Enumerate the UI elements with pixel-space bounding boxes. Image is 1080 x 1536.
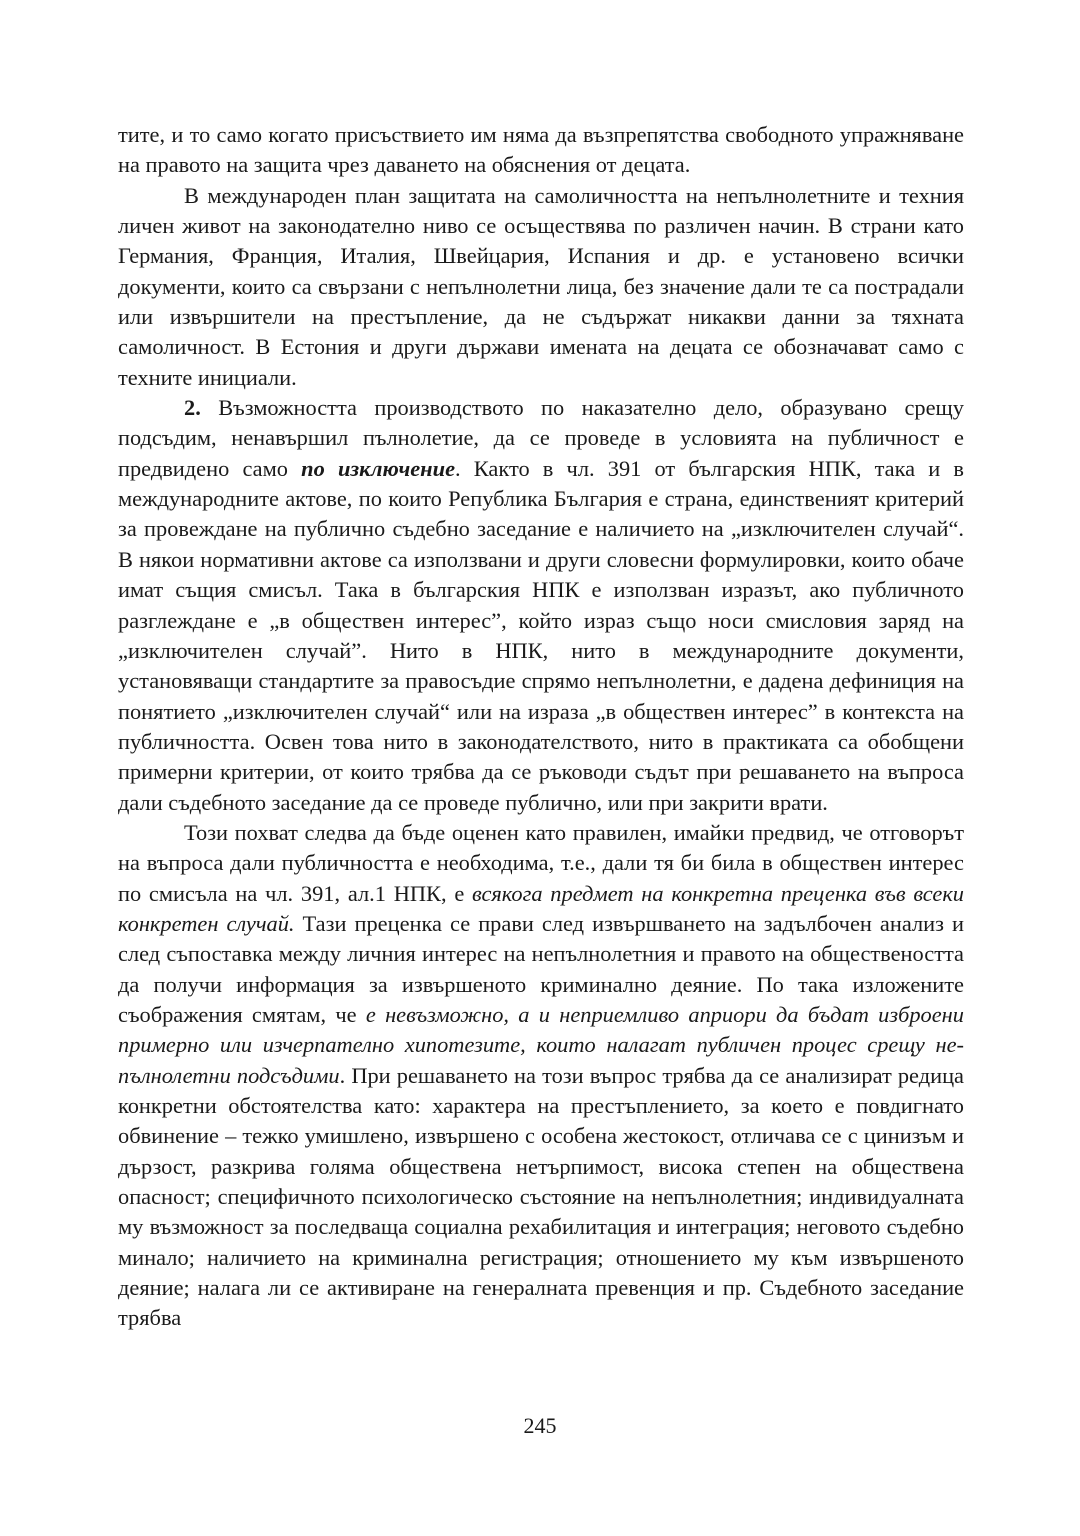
paragraph-2: В международен план защитата на самоличността на непълнолетните и техния личен живот на законодателно ниво се осъществява по различен начин. В страни като Германия, Франция, Италия, Швейцария, Испания и др. е установено всички документи, които са свързани с непълнолетни лица, без значение дали те са пострадали или извършители на престъпление, да не съдържат никакви данни за тяхната самоличност. В Естония и други държави имената на децата се обозначават само с техните инициали. [118, 182, 964, 390]
emphasis-impossible-list: е невъзможно, а и неприемливо априори да бъдат изброени примерно или изчерпателно хипотезите, които налагат публичен процес срещу непълнолетни подсъдими [118, 1001, 964, 1088]
emphasis-by-exception: по изключение [301, 455, 456, 481]
section-number: 2. [184, 395, 201, 421]
paragraph-1: тите, и то само когато присъствието им няма да възпрепятства свободното упражняване на правото на защита чрез даването на обяснения от децата. [118, 122, 964, 178]
paragraph-4: Този похват следва да бъде оценен като правилен, имайки предвид, че отговорът на въпроса дали публичността е необходима, т.е., дали тя би била в обществен интерес по смисъла на чл. 391, ал.1 НПК, е всякога предмет на конкретна преценка във всеки конкретен случай. Тази преценка се прави след извършването на задълбочен анализ и след съпоставка между личния интерес на непълнолетния и правото на обществеността да получи информация за извършеното криминално деяние. По така изложените съображения смятам, че е невъзможно, а и неприемливо априори да бъдат изброени примерно или изчерпателно хипотезите, които налагат публичен процес срещу непълнолетни подсъдими. При решаването на този въпрос трябва да се анализират редица конкретни обстоятелства като: характера на престъплението, за което е повдигнато обвинение – тежко умишлено, извършено с особена жестокост, отличава се с цинизъм и дързост, разкрива голяма обществена нетърпимост, висока степен на обществена опасност; специфичното психологическо състояние на непълнолетния; индивидуалната му възможност за последваща социална рехабилитация и интеграция; неговото съдебно минало; наличието на криминална регистрация; отношението му към извършеното деяние; налага ли се активиране на генералната превенция и пр. Съдебното заседание трябва [118, 819, 965, 1331]
body-text [118, 120, 964, 1334]
paragraph-3: 2. Възможността производството по наказателно дело, образувано срещу подсъдим, ненавършил пълнолетие, да се проведе в условията на публичност е предвидено само по изключение. Както в чл. 391 от българския НПК, така и в международните актове, по които Република България е страна, единственият критерий за провеждане на публично съдебно заседание е наличието на „изключителен случай“. В някои нормативни актове са използвани и други словесни формулировки, които обаче имат същия смисъл. Така в българския НПК е използван изразът, ако публичното разглеждане е „в обществен интерес”, който израз също носи смисловия заряд на „изключителен случай”. Нито в НПК, нито в международните документи, установяващи стандартите за правосъдие спрямо непълнолетни, е дадена дефиниция на понятието „изключителен случай“ или на израза „в обществен интерес” в контекста на публичността. Освен това нито в законодателството, нито в практиката са обобщени примерни критерии, от които трябва да се ръководи съдът при решаването на въпроса дали съдебното заседание да се проведе публично, или при закрити врати. [118, 395, 964, 815]
emphasis-specific-assessment: всякога предмет на конкретна преценка във всеки конкретен случай. [118, 880, 964, 936]
page-number: 245 [523, 1413, 557, 1438]
